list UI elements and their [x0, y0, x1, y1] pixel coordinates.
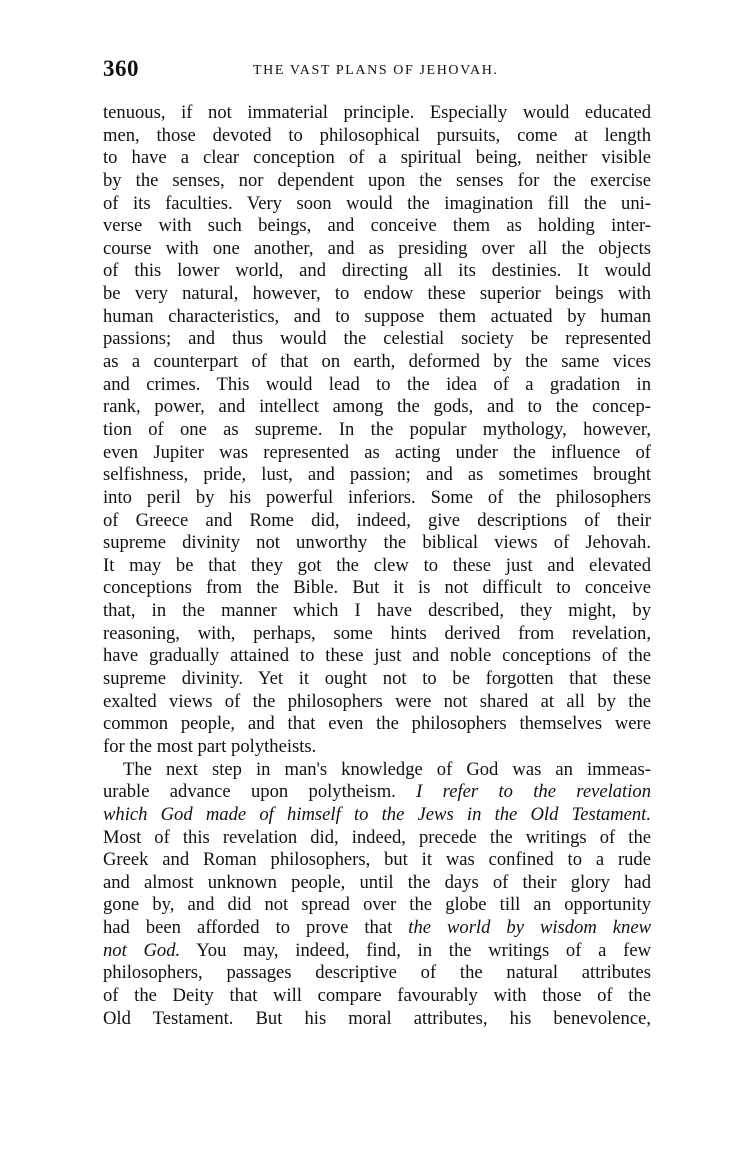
- text-line: common people, and that even the philosophers themselves were: [103, 713, 651, 735]
- text-line: by the senses, nor dependent upon the senses for the exercise: [103, 169, 651, 191]
- italic-emphasis: which God made of himself to the Jews in the Old Testament.: [103, 803, 651, 825]
- text-line: [103, 940, 651, 963]
- text-line: [103, 917, 651, 940]
- text-line: passions; and thus would the celestial society be represented: [103, 328, 651, 350]
- text-line: of Greece and Rome did, indeed, give descriptions of their: [103, 509, 651, 531]
- text-line: [103, 781, 651, 804]
- text-line: Old Testament. But his moral attributes, his benevolence,: [103, 1007, 651, 1029]
- text-line: that, in the manner which I have described, they might, by: [103, 600, 651, 622]
- text-line: supreme divinity. Yet it ought not to be forgotten that these: [103, 668, 651, 690]
- text-line: into peril by his powerful inferiors. Some of the philosophers: [103, 486, 651, 508]
- text-line: conceptions from the Bible. But it is not difficult to conceive: [103, 577, 651, 599]
- text-line: reasoning, with, perhaps, some hints derived from revelation,: [103, 622, 651, 644]
- text-line: Greek and Roman philosophers, but it was confined to a rude: [103, 849, 651, 871]
- paragraph-1: [103, 102, 651, 759]
- text-line: verse with such beings, and conceive them as holding inter-: [103, 215, 651, 237]
- text-line: philosophers, passages descriptive of the natural attributes: [103, 962, 651, 984]
- text-line: of its faculties. Very soon would the imagination fill the uni-: [103, 192, 651, 214]
- text-line: supreme divinity not unworthy the biblical views of Jehovah.: [103, 532, 651, 554]
- text-line: of the Deity that will compare favourably with those of the: [103, 984, 651, 1006]
- body-text: [103, 102, 651, 1030]
- running-title: THE VAST PLANS OF JEHOVAH.: [253, 63, 499, 78]
- text-line: be very natural, however, to endow these superior beings with: [103, 283, 651, 305]
- text-line: even Jupiter was represented as acting under the influence of: [103, 441, 651, 463]
- text-line: tenuous, if not immaterial principle. Especially would educated: [103, 102, 651, 123]
- text-line: as a counterpart of that on earth, deformed by the same vices: [103, 351, 651, 373]
- text-line: [103, 804, 651, 827]
- text-line: for the most part polytheists.: [103, 735, 317, 757]
- page-header: [103, 56, 655, 86]
- text-line: and crimes. This would lead to the idea of a gradation in: [103, 373, 651, 395]
- text-line: The next step in man's knowledge of God was an immeas-: [123, 758, 651, 780]
- text-run: You may, indeed, find, in the writings of a few: [180, 939, 651, 961]
- text-line: have gradually attained to these just and noble conceptions of the: [103, 645, 651, 667]
- text-line: and almost unknown people, until the days of their glory had: [103, 871, 651, 893]
- italic-emphasis: not God.: [103, 939, 181, 961]
- italic-emphasis: I refer to the revelation: [416, 781, 651, 803]
- text-line: exalted views of the philosophers were not shared at all by the: [103, 690, 651, 712]
- text-run: urable advance upon polytheism.: [103, 781, 417, 803]
- text-line: It may be that they got the clew to these just and elevated: [103, 554, 651, 576]
- text-line: human characteristics, and to suppose them actuated by human: [103, 305, 651, 327]
- text-line: Most of this revelation did, indeed, precede the writings of the: [103, 826, 651, 848]
- text-line: selfishness, pride, lust, and passion; and as sometimes brought: [103, 464, 651, 486]
- text-line: of this lower world, and directing all its destinies. It would: [103, 260, 651, 282]
- text-line: men, those devoted to philosophical pursuits, come at length: [103, 124, 651, 146]
- paragraph-2: [103, 759, 651, 1031]
- italic-emphasis: the world by wisdom knew: [408, 917, 651, 939]
- text-line: gone by, and did not spread over the globe till an opportunity: [103, 894, 651, 916]
- text-line: rank, power, and intellect among the gods, and to the concep-: [103, 396, 651, 418]
- text-line: course with one another, and as presiding over all the objects: [103, 237, 651, 259]
- text-line: to have a clear conception of a spiritual being, neither visible: [103, 147, 651, 169]
- text-run: had been afforded to prove that: [103, 917, 409, 939]
- page-number: 360: [103, 56, 139, 81]
- text-line: tion of one as supreme. In the popular mythology, however,: [103, 418, 651, 440]
